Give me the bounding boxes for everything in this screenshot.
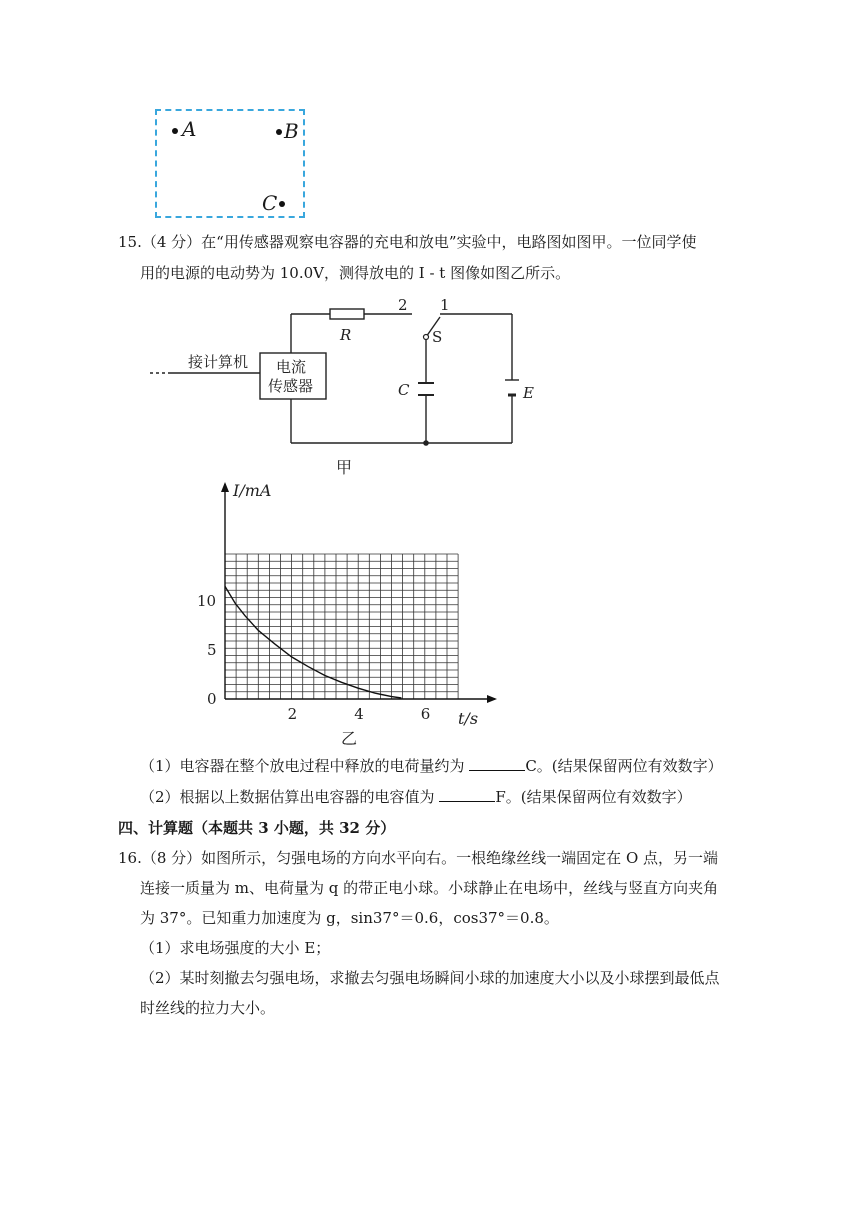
computer-label: 接计算机 [188, 353, 249, 371]
q15-sub1-suffix: C。(结果保留两位有效数字） [525, 757, 723, 775]
q16-sub2-cont: 时丝线的拉力大小。 [140, 999, 276, 1017]
q15-line1: 15.（4 分）在“用传感器观察电容器的充电和放电”实验中，电路图如图甲。一位同学使 [118, 233, 697, 251]
x-tick-label: 4 [354, 705, 364, 723]
switch-terminal-1: 1 [440, 296, 450, 314]
q16-line1: 16.（8 分）如图所示，匀强电场的方向水平向右。一根绝缘丝线一端固定在 O 点，另一端 [118, 849, 719, 867]
it-chart [195, 478, 505, 750]
chart-grid [225, 554, 458, 699]
q15-line2: 用的电源的电动势为 10.0V，测得放电的 I - t 图像如图乙所示。 [140, 264, 571, 282]
point-a-dot [172, 128, 178, 134]
circuit-caption: 甲 [336, 458, 353, 477]
y-axis-arrow [221, 482, 229, 492]
q16-sub2: （2）某时刻撤去匀强电场，求撤去匀强电场瞬间小球的加速度大小以及小球摆到最低点 [140, 969, 720, 987]
y-tick-label: 5 [207, 641, 217, 659]
sensor-label-line1: 电流 [276, 358, 307, 376]
point-b-dot [276, 129, 282, 135]
y-tick-label: 10 [197, 592, 217, 610]
x-tick-label: 6 [420, 705, 431, 723]
x-axis-label: t/s [458, 709, 479, 728]
graph-caption: 乙 [341, 729, 358, 748]
q15-sub1-prefix: （1）电容器在整个放电过程中释放的电荷量约为 [140, 757, 470, 775]
q16-line3: 为 37°。已知重力加速度为 g，sin37°＝0.6，cos37°＝0.8。 [140, 909, 559, 927]
section-heading: 四、计算题（本题共 3 小题，共 32 分） [118, 819, 396, 837]
point-c-label: C [262, 191, 278, 215]
discharge-curve [225, 586, 402, 698]
y-tick-label: 0 [207, 690, 217, 708]
q15-sub2-prefix: （2）根据以上数据估算出电容器的电容值为 [140, 788, 440, 806]
chart-curve-layer [225, 586, 402, 698]
battery-label: E [523, 384, 534, 402]
y-axis-label: I/mA [233, 481, 272, 500]
q15-sub2-suffix: F。(结果保留两位有效数字） [495, 788, 692, 806]
q15-sub1 [140, 755, 723, 777]
capacitor-label: C [398, 381, 410, 399]
q15-sub2 [140, 786, 692, 808]
x-tick-label: 2 [287, 705, 298, 723]
x-axis-arrow [487, 695, 497, 703]
switch-label: S [432, 328, 443, 346]
point-a-label: A [182, 117, 197, 141]
q16-sub1: （1）求电场强度的大小 E； [140, 939, 331, 957]
point-b-label: B [284, 119, 299, 143]
resistor-label: R [340, 326, 352, 344]
point-c-dot [279, 201, 285, 207]
circuit-diagram [150, 295, 534, 480]
switch-terminal-2: 2 [398, 296, 408, 314]
q16-line2: 连接一质量为 m、电荷量为 q 的带正电小球。小球静止在电场中，丝线与竖直方向夹角 [140, 879, 719, 897]
sensor-label-line2: 传感器 [268, 377, 314, 395]
q15-sub1-blank[interactable] [469, 756, 525, 771]
q15-sub2-blank[interactable] [439, 787, 495, 802]
